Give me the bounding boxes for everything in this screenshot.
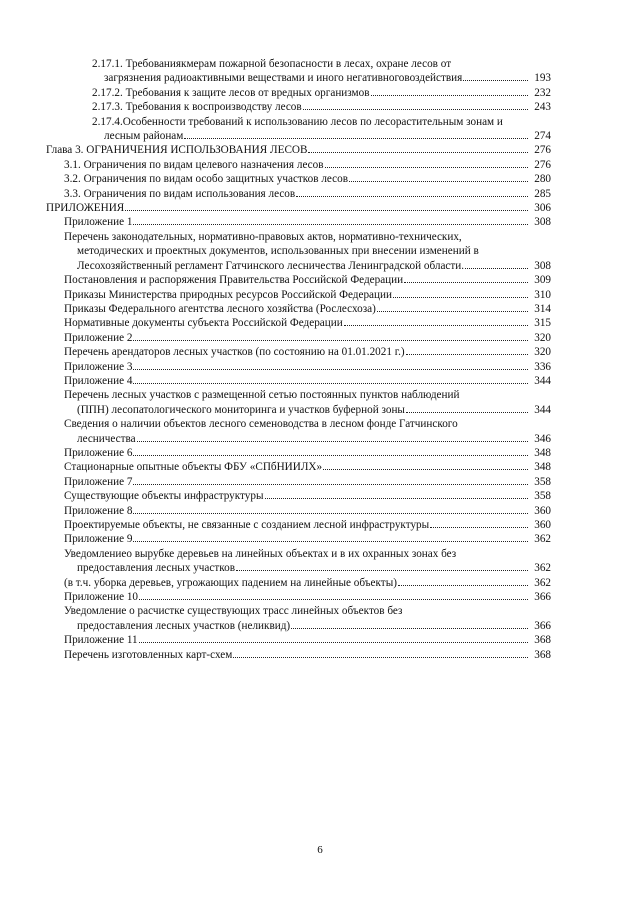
toc-entry-appendix-1[interactable] [64, 215, 551, 229]
dot-leader [125, 210, 528, 211]
toc-entry-regional-documents[interactable] [64, 316, 551, 330]
dot-leader [184, 138, 528, 139]
toc-entry-text: 2.17.4.Особенности требований к использованию лесов по лесорастительным зонам и [92, 115, 503, 128]
toc-entry-seed-objects[interactable] [64, 417, 551, 446]
toc-entry-text: Лесохозяйственный регламент Гатчинского лесничества Ленинградской области. [77, 259, 465, 272]
toc-page-number: 348 [534, 461, 551, 474]
toc-page-number: 306 [534, 202, 551, 215]
toc-entry-text: Приказы Федерального агентства лесного хозяйства (Рослесхоза) [64, 302, 376, 315]
toc-entry-appendix-11[interactable] [64, 633, 551, 647]
toc-entry-2-17-2[interactable] [92, 86, 551, 100]
toc-entry-text: Приложение 3 [64, 360, 133, 373]
toc-entry-text: Перечень изготовленных карт-схем [64, 648, 233, 661]
toc-entry-text: 3.3. Ограничения по видам использования лесов [64, 187, 296, 200]
dot-leader [325, 167, 528, 168]
toc-entry-text: Приложение 1 [64, 216, 133, 229]
toc-page-number: 308 [534, 216, 551, 229]
toc-page-number: 344 [534, 374, 551, 387]
toc-entry-2-17-3[interactable] [92, 100, 551, 114]
toc-entry-appendices[interactable] [46, 201, 551, 215]
toc-entry-appendix-6[interactable] [64, 446, 551, 460]
toc-entry-text: предоставления лесных участков (неликвид) [77, 619, 291, 632]
dot-leader [133, 484, 528, 485]
dot-leader [296, 196, 528, 197]
toc-entry-text: Глава 3. ОГРАНИЧЕНИЯ ИСПОЛЬЗОВАНИЯ ЛЕСОВ [46, 144, 308, 157]
toc-page-number: 276 [534, 158, 551, 171]
toc-page-number: 366 [534, 619, 551, 632]
dot-leader [133, 383, 528, 384]
toc-page-number: 360 [534, 519, 551, 531]
dot-leader [139, 599, 528, 600]
toc-page-number: 243 [534, 101, 551, 114]
toc-entry-text: Приложение 6 [64, 446, 133, 459]
toc-entry-hazard-trees[interactable] [64, 576, 551, 590]
toc-entry-appendix-8[interactable] [64, 504, 551, 518]
toc-page-number: 336 [534, 360, 551, 373]
toc-entry-text: 2.17.2. Требования к защите лесов от вредных организмов [92, 86, 370, 99]
toc-entry-monitoring-plots[interactable] [64, 388, 551, 417]
toc-entry-2-17-1[interactable] [92, 57, 551, 86]
dot-leader [308, 152, 528, 153]
dot-leader [344, 325, 528, 326]
toc-page-number: 314 [534, 302, 551, 315]
dot-leader [398, 585, 528, 586]
toc-page-number: 308 [534, 259, 551, 272]
dot-leader [430, 527, 528, 528]
dot-leader [291, 628, 528, 629]
toc-entry-text: загрязнения радиоактивными веществами и иного негативноговоздействия [104, 72, 463, 85]
toc-entry-map-list[interactable] [64, 648, 551, 662]
toc-entry-appendix-4[interactable] [64, 374, 551, 388]
toc-entry-text: Проектируемые объекты, не связанные с созданием лесной инфраструктуры [64, 519, 430, 531]
toc-entry-government-decrees[interactable] [64, 273, 551, 287]
toc-entry-text: Приложение 9 [64, 533, 133, 546]
toc-entry-text: предоставления лесных участков [77, 562, 235, 575]
toc-entry-text: 3.2. Ограничения по видам особо защитных участков лесов [64, 173, 349, 186]
toc-entry-text: Приложение 2 [64, 331, 133, 344]
toc-page-number: 358 [534, 475, 551, 488]
toc-page-number: 362 [534, 562, 551, 575]
dot-leader [133, 369, 528, 370]
toc-entry-text: Перечень лесных участков с размещенной сетью постоянных пунктов наблюдений [64, 389, 460, 402]
toc-page-number: 368 [534, 648, 551, 661]
toc-entry-appendix-2[interactable] [64, 331, 551, 345]
dot-leader [233, 657, 528, 658]
dot-leader [133, 224, 528, 225]
dot-leader [133, 513, 528, 514]
toc-page-number: 366 [534, 591, 551, 604]
dot-leader [393, 297, 528, 298]
toc-page-number: 362 [534, 533, 551, 546]
toc-page-number: 280 [534, 173, 551, 186]
toc-entry-text: Существующие объекты инфраструктуры [64, 490, 264, 503]
toc-entry-text: Приложение 10 [64, 591, 139, 604]
toc-entry-agency-orders[interactable] [64, 302, 551, 316]
dot-leader [406, 354, 528, 355]
toc-page-number: 276 [534, 144, 551, 157]
toc-entry-text: ПРИЛОЖЕНИЯ [46, 202, 125, 215]
dot-leader [323, 469, 528, 470]
toc-entry-text: Приложение 8 [64, 504, 133, 517]
toc-entry-3-3[interactable] [64, 187, 551, 201]
dot-leader [137, 441, 528, 442]
toc-entry-text: 3.1. Ограничения по видам целевого назначения лесов [64, 158, 324, 171]
toc-entry-text: Приложение 7 [64, 475, 133, 488]
toc-entry-tenants-list[interactable] [64, 345, 551, 359]
dot-leader [133, 455, 528, 456]
dot-leader [349, 181, 528, 182]
toc-entry-3-1[interactable] [64, 158, 551, 172]
toc-entry-3-2[interactable] [64, 172, 551, 186]
toc-entry-appendix-9[interactable] [64, 532, 551, 546]
toc-entry-text: лесничества [77, 432, 136, 445]
dot-leader [303, 109, 528, 110]
toc-entry-text: Приказы Министерства природных ресурсов Российской Федерации [64, 288, 392, 301]
toc-page-number: 362 [534, 576, 551, 589]
toc-entry-text: (ППН) лесопатологического мониторинга и участков буферной зоны [77, 403, 405, 416]
page-number: 6 [317, 844, 323, 856]
toc-entry-text: лесным районам [104, 130, 184, 143]
toc-page-number: 232 [534, 86, 551, 99]
toc-page-number: 320 [534, 346, 551, 359]
toc-entry-appendix-10[interactable] [64, 590, 551, 604]
toc-page-number: 315 [534, 317, 551, 330]
toc-entry-text: 2.17.1. Требованиякмерам пожарной безопасности в лесах, охране лесов от [92, 58, 452, 70]
toc-entry-text: (в т.ч. уборка деревьев, угрожающих падением на линейные объекты) [64, 576, 397, 589]
toc-entry-text: Приложение 11 [64, 634, 138, 647]
dot-leader [133, 340, 528, 341]
toc-entry-existing-infrastructure[interactable] [64, 489, 551, 503]
toc-page-number: 368 [534, 634, 551, 647]
toc-entry-text: Перечень арендаторов лесных участков (по состоянию на 01.01.2021 г.) [64, 346, 405, 359]
toc-entry-text: Уведомление о расчистке существующих трасс линейных объектов без [64, 605, 403, 618]
toc-entry-text: Сведения о наличии объектов лесного семеноводства в лесном фонде Гатчинского [64, 418, 458, 431]
dot-leader [377, 311, 528, 312]
dot-leader [265, 498, 528, 499]
toc-page-number: 344 [534, 403, 551, 416]
toc-entry-text: Приложение 4 [64, 374, 133, 387]
toc-entry-text: Перечень законодательных, нормативно-правовых актов, нормативно-технических, [64, 230, 462, 243]
table-of-contents [0, 57, 640, 662]
toc-entry-planned-objects[interactable] [64, 518, 551, 532]
toc-entry-2-17-4[interactable] [92, 115, 551, 144]
toc-entry-ministry-orders[interactable] [64, 288, 551, 302]
toc-page-number: 274 [534, 130, 551, 143]
dot-leader [404, 282, 528, 283]
toc-page-number: 309 [534, 274, 551, 287]
toc-page-number: 193 [534, 72, 551, 85]
toc-entry-text: 2.17.3. Требования к воспроизводству лесов [92, 101, 302, 114]
toc-entry-route-clearing-notice[interactable] [64, 604, 551, 633]
dot-leader [236, 570, 528, 571]
dot-leader [139, 642, 528, 643]
toc-entry-legal-acts-list[interactable] [64, 230, 551, 273]
toc-entry-text: Стационарные опытные объекты ФБУ «СПбНИИЛХ» [64, 461, 323, 474]
toc-entry-text: Нормативные документы субъекта Российской Федерации [64, 317, 343, 330]
toc-page-number: 285 [534, 187, 551, 200]
toc-entry-appendix-7[interactable] [64, 475, 551, 489]
toc-page-number: 346 [534, 432, 551, 445]
toc-entry-tree-felling-notice[interactable] [64, 547, 551, 576]
dot-leader [465, 268, 528, 269]
dot-leader [371, 95, 528, 96]
toc-entry-text: Уведомлениео вырубке деревьев на линейных объектах и в их охранных зонах без [64, 547, 457, 560]
toc-page-number: 360 [534, 504, 551, 517]
toc-entry-text: Постановления и распоряжения Правительства Российской Федерации [64, 274, 404, 287]
toc-entry-chapter-3[interactable] [46, 143, 551, 157]
toc-page-number: 320 [534, 331, 551, 344]
dot-leader [406, 412, 528, 413]
toc-entry-appendix-3[interactable] [64, 360, 551, 374]
dot-leader [133, 541, 528, 542]
toc-entry-experimental-objects[interactable] [64, 460, 551, 474]
toc-page-number: 348 [534, 446, 551, 459]
toc-page-number: 310 [534, 288, 551, 301]
dot-leader [463, 80, 528, 81]
toc-page-number: 358 [534, 490, 551, 503]
toc-entry-text: методических и проектных документов, использованных при внесении изменений в [77, 245, 479, 258]
